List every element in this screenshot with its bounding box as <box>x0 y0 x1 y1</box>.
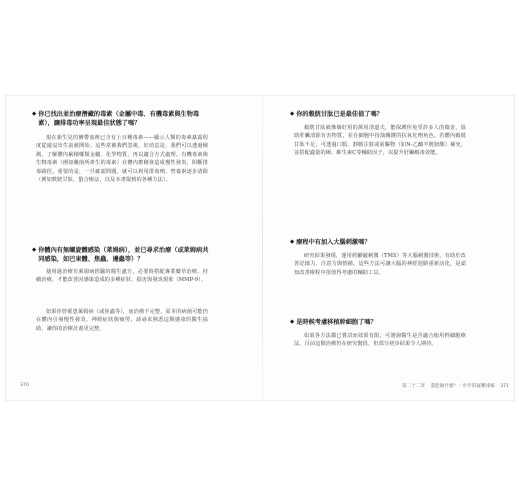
diamond-bullet-icon: ◆ <box>290 239 295 245</box>
question-text: 是時候考慮移植幹細胞了嗎？ <box>296 319 377 326</box>
paragraph: 研究結果發現，運用經顱磁刺激（TMS）等大腦刺激技術，有助於改善記憶力、注意力與情緒。這些方法可讓大腦的神經迴路重新活化，是認知改善療程中很值得考慮的輔助工具。 <box>294 253 466 276</box>
left-page <box>6 96 260 400</box>
footer-chapter: 第二十二章 <box>402 384 425 389</box>
question-heading <box>32 246 210 264</box>
question-heading <box>32 110 210 128</box>
paragraph: 使用過治療有萊姆病經驗的醫生處方，必要時搭配專業藥草治療，持續治療，才能改善因感染造成的多種症狀、損害與發炎現象（MMP-9）。 <box>36 269 208 284</box>
running-footer <box>402 383 509 389</box>
question-heading <box>290 110 468 119</box>
question-heading <box>290 238 468 247</box>
question-text: 你的穀胱甘肽已是最佳值了嗎？ <box>296 111 383 118</box>
question-text: 你已找出並治療潛藏的毒素（金屬中毒、有機毒素與生物毒素），讓排毒功率呈現最佳狀態了嗎？ <box>38 111 200 127</box>
question-heading <box>290 318 468 327</box>
paragraph: 穀胱甘肽就像個好用的萬用清道夫，能保護你免受許多人的傷害，協助肝臟清除有害物質，並在細胞中扮演關鍵的抗氧化劑角色。若體內穀胱甘肽不足，可透過口服、靜脈注射或前驅物（如N-乙醯半胱胺酸）補充，並搭配適量的硒、維生素C等輔助因子，以提升肝臟解毒效能。 <box>294 125 466 157</box>
diamond-bullet-icon: ◆ <box>32 111 37 117</box>
paragraph: 如果你曾罹患萊姆病（或焦蟲等），而治療不完整，原本的病菌可能仍在體內引發慢性發炎、神經症狀與疲勞。請尋求熟悉這類感染的醫生協助，讓你的治療計畫更完整。 <box>36 309 208 332</box>
book-spread <box>6 96 514 400</box>
diamond-bullet-icon: ◆ <box>290 111 295 117</box>
page-number: 371 <box>500 384 510 389</box>
diamond-bullet-icon: ◆ <box>32 247 37 253</box>
book-gutter <box>262 96 263 400</box>
question-text: 療程中有加入大腦刺激嗎？ <box>296 239 371 246</box>
diamond-bullet-icon: ◆ <box>290 319 295 325</box>
paragraph: 如果各方法都已嘗試而效果有限，可諮詢醫生是否適合使用幹細胞療法。目前這類治療仍在研究階段，但部分初步結果令人期待。 <box>294 333 466 348</box>
paragraph: 現在新生兒的臍帶血裡已含有上百種毒素——顯示人類的毒素暴露程度從還沒出生前就開始。這些常被我們忽視，好消息是，我們可以透過檢測，了解體內累積哪類金屬、化學物質，再以適合方式處理。有機毒素與生物毒素（例如黴菌所產生的毒素）在體內蓄積會造成慢性發炎，阻斷排毒路徑。重要的是，一旦確認問題，就可以利用排毒劑、營養素逐步清除（例如麩胱甘肽、螯合療法，以及本書提到的各種方法）。 <box>36 135 208 184</box>
question-text: 你體內有無螺旋體感染（萊姆病），並已尋求治療（或萊姆病共同感染，如巴東體、焦蟲、邊蟲等）？ <box>38 247 209 263</box>
right-page <box>264 96 514 400</box>
page-number: 370 <box>20 383 29 388</box>
footer-title: 還能做什麼？一步步的疑難排解 <box>430 384 495 389</box>
